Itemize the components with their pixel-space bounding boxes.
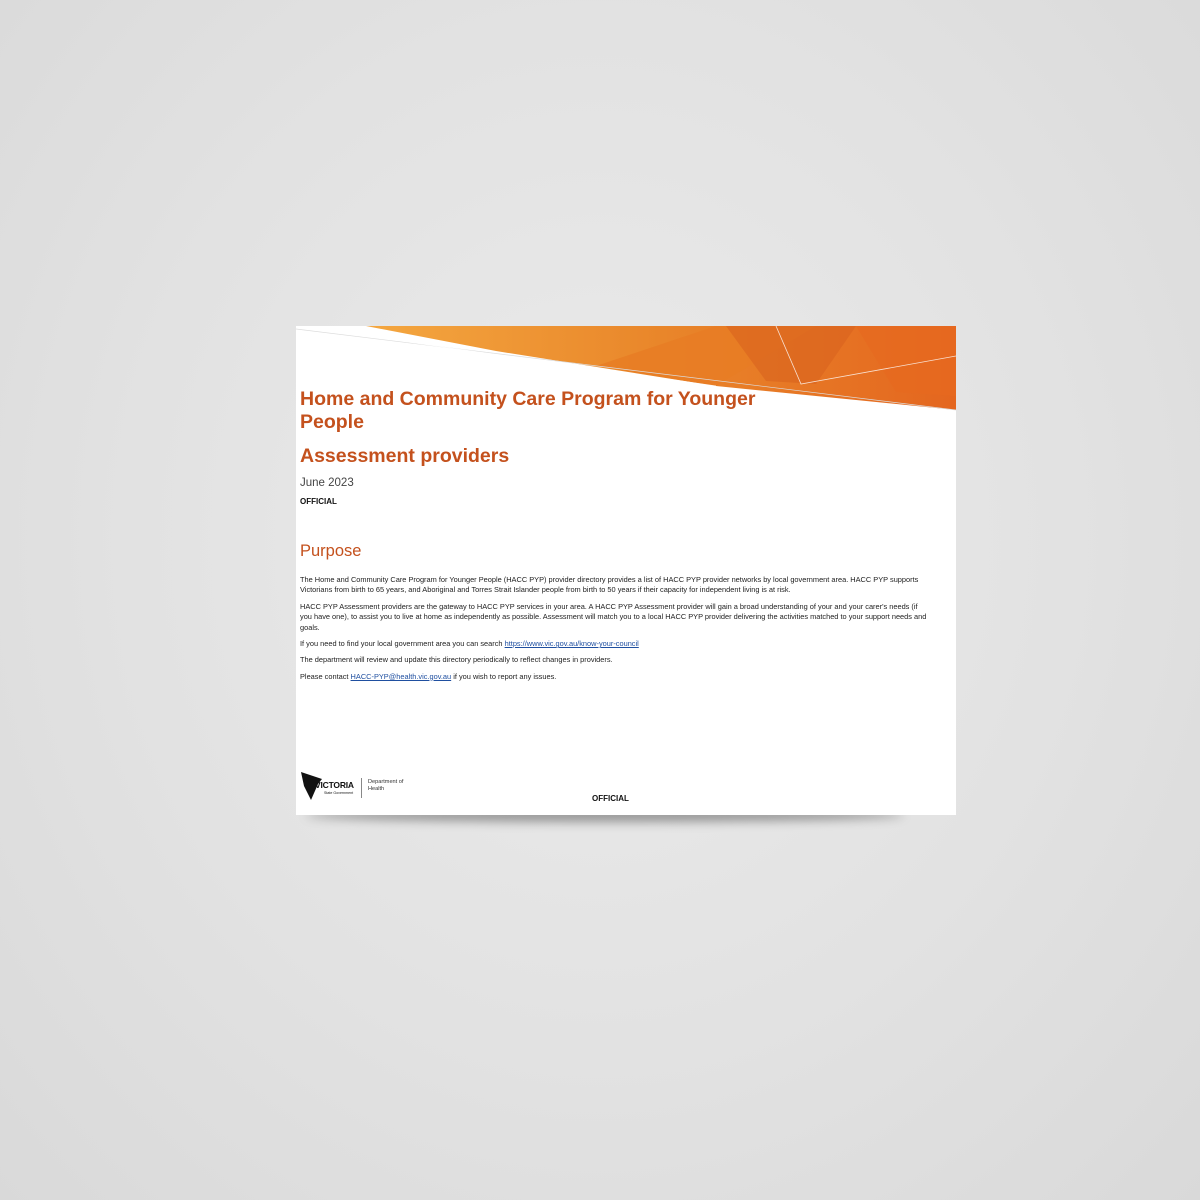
paragraph-5: [300, 672, 930, 682]
paragraph-2: HACC PYP Assessment providers are the gateway to HACC PYP services in your area. A HACC PYP Assessment provider will gain a broad understanding of your and your carer's needs (if you have one), to assist you to live at home as independently as possible. Assessment will match you to a local HACC PYP provider delivering the activities matched to your support needs and goals.: [300, 601, 927, 632]
paragraph-5-prefix: Please contact: [300, 671, 351, 681]
document-title: Home and Community Care Program for Younger People: [300, 388, 756, 433]
document-date: June 2023: [300, 477, 354, 489]
paragraph-3: [300, 639, 930, 649]
logo-divider: [361, 778, 362, 798]
know-your-council-link[interactable]: https://www.vic.gov.au/know-your-council: [504, 639, 639, 649]
logo-wordmark: VICTORIA: [315, 780, 354, 790]
paragraph-5-suffix: if you wish to report any issues.: [451, 671, 557, 681]
logo-subtext: State Government: [324, 791, 354, 795]
department-name: Department of Health: [368, 779, 404, 792]
paragraph-3-text: If you need to find your local government area you can search: [300, 639, 505, 649]
document-page: [296, 326, 956, 815]
contact-email-link[interactable]: HACC-PYP@health.vic.gov.au: [350, 671, 452, 681]
document-subtitle: Assessment providers: [300, 445, 510, 467]
victoria-government-logo: [300, 770, 408, 802]
classification-label: OFFICIAL: [300, 497, 337, 506]
paragraph-1: The Home and Community Care Program for Younger People (HACC PYP) provider directory provides a list of HACC PYP provider networks by local government area. HACC PYP supports Victorians from birth to 65 years, and Aboriginal and Torres Strait Islander people from birth to 50 years if their capacity for independent living is at risk.: [300, 575, 919, 595]
purpose-body: [300, 575, 930, 688]
section-heading-purpose: Purpose: [300, 542, 362, 560]
footer-classification-label: OFFICIAL: [592, 794, 629, 803]
paragraph-4: The department will review and update this directory periodically to reflect changes in providers.: [300, 655, 613, 665]
